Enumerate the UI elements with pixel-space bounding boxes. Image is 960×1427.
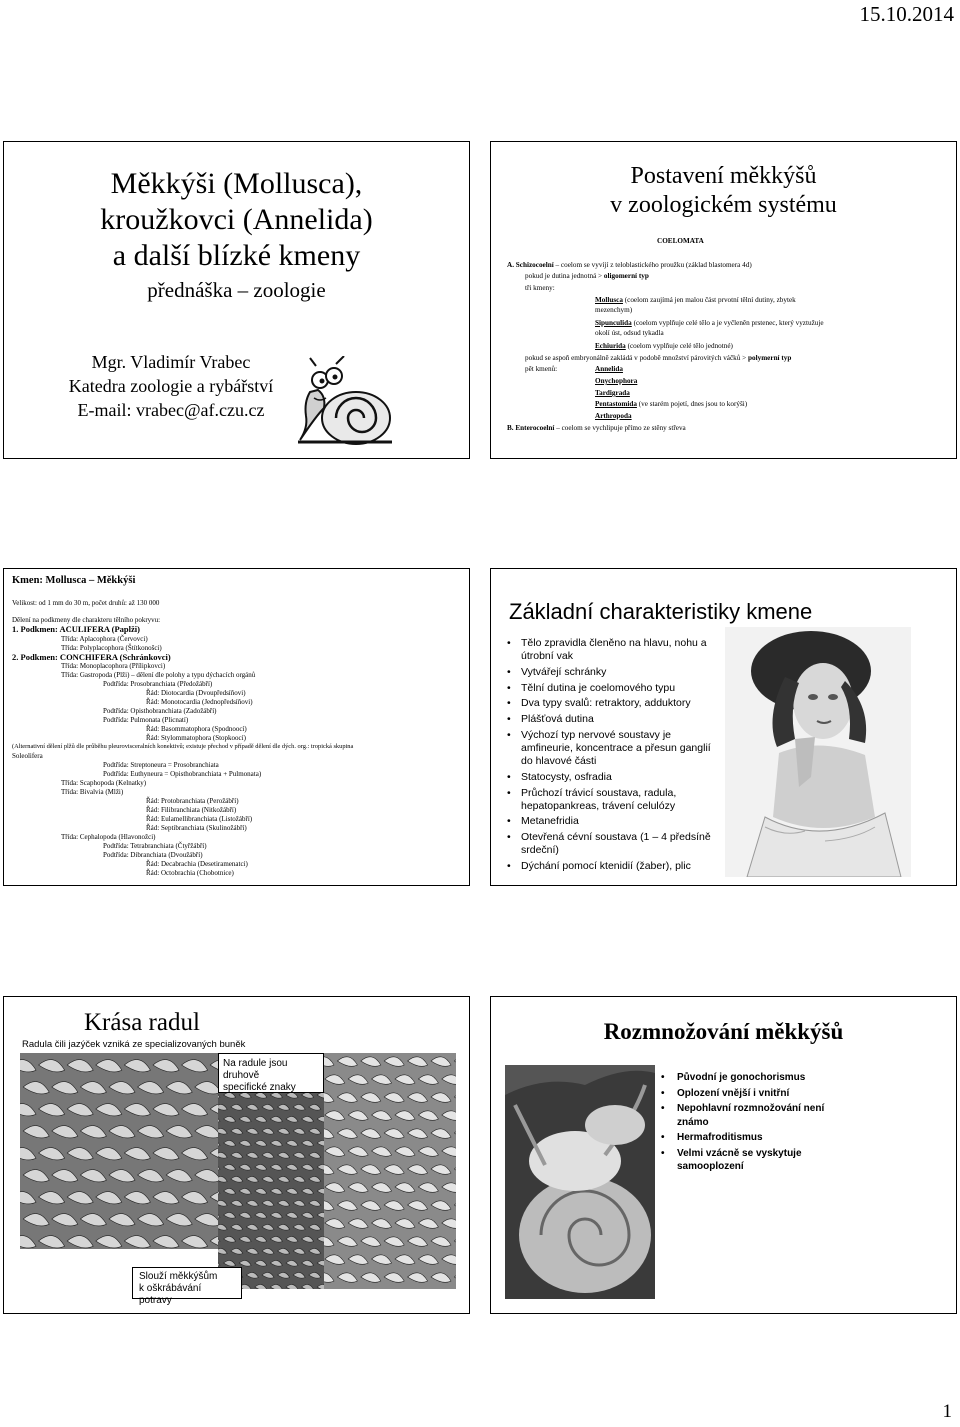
coelomata-heading: COELOMATA [657,237,704,245]
slide-title: Základní charakteristiky kmene [509,599,813,624]
size-line: Velikost: od 1 mm do 30 m, počet druhů: až 130 000 [12,599,160,607]
order-line: Řád: Eulamellibranchiata (Listožábří) [146,815,253,823]
label: Onychophora [595,377,638,385]
slide-radula [3,996,470,1314]
list-item: • Nepohlavní rozmnožování není známo [657,1102,857,1129]
label: Pentastomida [595,400,637,408]
sipunculida-line2: okolí úst, odsud tykadla [595,329,664,337]
tardigrada [595,388,630,398]
enterocoel-line [507,423,686,433]
text: (coelom zaujímá jen malou část prvotní tělní dutiny, zbytek [622,296,796,304]
list-item: • Tělní dutina je coelomového typu [505,682,715,695]
title-line: a další blízké kmeny [112,239,361,272]
label: Mollusca [595,296,623,304]
list-item: • Velmi vzácně se vyskytuje samooplození [657,1147,857,1174]
onychophora [595,376,637,386]
slide-systematics [490,141,957,459]
slide-title: Krása radul [84,1009,200,1036]
slide-title [3,141,470,459]
list-item: • Dýchání pomocí ktenidií (žaber), plic [505,860,715,873]
page-number: 1 [942,1401,952,1422]
polymer-line [525,353,791,363]
list-item: • Výchozí typ nervové soustavy je amfineurie, koncentrace a přesun ganglií do hlavové části [505,729,715,768]
pentastomida-line [595,399,747,409]
label: B. Enterocoelní [507,424,555,432]
subclass-line: Podtřída: Prosobranchiata (Předožábří) [103,680,213,688]
list-item: • Původní je gonochorismus [657,1071,857,1085]
author-email: E-mail: vrabec@af.czu.cz [77,400,265,420]
slide-title: Rozmnožování měkkýšů [603,1019,844,1044]
class-line: Třída: Gastropoda (Plži) – dělení dle polohy a typu dýchacích orgánů [61,671,256,679]
subclass-line: Podtřída: Dibranchiata (Dvoužábří) [103,851,203,859]
note-line: (Alternativní dělení plžů dle průběhu pleurovisceralních konektivů; existuje přechod v případě dělení dle dých. org.: tropická skupina [12,743,354,750]
subclass-line: Podtřída: Pulmonata (Plicnatí) [103,716,189,724]
text: pokud se aspoň embryonálně zakládá v podobě množství párovitých váčků > [525,354,749,362]
note-line: specifické znaky [223,1082,296,1093]
subphylum-heading: 1. Podkmen: ACULIFERA (Paplži) [12,624,140,634]
note-box [132,1267,242,1306]
label: polymerní typ [748,354,792,362]
order-line: Řád: Monotocardia (Jednopředsíňovi) [146,698,253,706]
order-line: Řád: Decabrachia (Desetiramenatci) [146,860,248,868]
arthropoda [595,411,632,421]
list-item: • Otevřená cévní soustava (1 – 4 předsíně srdeční) [505,831,715,857]
order-line: Řád: Basommatophora (Spodnoocí) [146,725,247,733]
author-name: Mgr. Vladimír Vrabec [91,352,251,372]
list-item: • Průchozí trávicí soustava, radula, hepatopankreas, trávení celulózy [505,787,715,813]
label: A. Schizocoelní [507,261,554,269]
echiurida-line [595,341,733,351]
text: – coelom se vychlipuje přímo ze stěny střeva [554,424,686,432]
slide-characteristics [490,568,957,886]
author-block [26,350,316,422]
title-line: Měkkýši (Mollusca), [110,167,363,200]
subphylum-heading: 2. Podkmen: CONCHIFERA (Schránkovci) [12,652,171,662]
oligomer-line [525,271,649,281]
label: Annelida [595,365,623,373]
list-item: • Metanefridia [505,815,715,828]
characteristics-list [505,637,715,876]
lecture-title [4,166,469,306]
list-item: • Oplození vnější i vnitřní [657,1087,857,1101]
class-line: Třída: Bivalvia (Mlži) [61,788,124,796]
text: (ve starém pojetí, dnes jsou to korýši) [636,400,748,408]
division-line: Dělení na podkmeny dle charakteru tělního pokryvu: [12,616,161,624]
order-line: Řád: Protobranchiata (Perožábří) [146,797,239,805]
subclass-line: Podtřída: Euthyneura = Opisthobranchiata + Pulmonata) [103,770,262,778]
label: Echiurida [595,342,626,350]
subclass-line: Podtřída: Streptoneura = Prosobranchiata [103,761,219,769]
label: Arthropoda [595,412,632,420]
radula-sem-photo-middle [218,1093,324,1289]
title-line: v zoologickém systému [610,192,837,218]
note-line: Slouží měkkýšům [139,1271,218,1282]
label: oligomerní typ [603,272,649,280]
date-header: 15.10.2014 [859,2,954,26]
subclass-line: Podtřída: Opisthobranchiata (Zadožábří) [103,707,217,715]
order-line: Řád: Diotocardia (Dvoupředsíňovi) [146,689,246,697]
vintage-portrait-photo [725,627,911,877]
text: pokud je dutina jednotná > [525,272,604,280]
slide-title: Kmen: Mollusca – Měkkýši [12,575,136,586]
class-line: Třída: Monoplacophora (Přílipkovci) [61,662,166,670]
label: Tardigrada [595,389,630,397]
label: Sipunculida [595,319,632,327]
order-line: Řád: Octobrachia (Chobotnice) [146,869,234,877]
class-line: Třída: Cephalopoda (Hlavonožci) [61,833,156,841]
text: (coelom vyplňuje celé tělo jednotné) [625,342,733,350]
note-line: Na radule jsou [223,1058,288,1069]
subclass-line: Podtřída: Tetrabranchiata (Čtyřžábří) [103,842,207,850]
radula-sem-photo-right [324,1053,456,1289]
tri-kmeny: tři kmeny: [525,284,555,292]
text: (coelom vyplňuje celé tělo a je vyčleněn prstenec, který vyztužuje [631,319,824,327]
sipunculida-line [595,318,824,328]
author-department: Katedra zoologie a rybářství [68,376,274,396]
list-item: • Vytvářejí schránky [505,666,715,679]
slide-subtitle: Radula čili jazýček vzniká ze specializovaných buněk [22,1039,246,1050]
note-line: druhově [223,1070,260,1081]
class-line: Třída: Aplacophora (Červovci) [61,635,148,643]
slide-mollusca-classification [3,568,470,886]
class-line: Třída: Polyplacophora (Štítkonošci) [61,644,162,652]
list-item: • Statocysty, osfradia [505,771,715,784]
mollusca-line [595,295,796,305]
class-line: Třída: Scaphopoda (Kelnatky) [61,779,147,787]
snails-mating-photo [505,1065,655,1299]
mollusca-line2: mezenchym) [595,306,633,314]
annelida [595,364,623,374]
schizocoel-line [507,260,752,270]
list-item: • Hermafroditismus [657,1131,857,1145]
reproduction-list [657,1071,857,1176]
order-line: Řád: Stylommatophora (Stopkoocí) [146,734,246,742]
list-item: • Tělo zpravidla členěno na hlavu, nohu a útrobní vak [505,637,715,663]
radula-sem-photo-left [20,1053,218,1249]
title-line: Postavení měkkýšů [630,163,817,189]
slide-title [491,162,956,220]
order-line: Řád: Filibranchiata (Nitkožábří) [146,806,237,814]
note-line: Soleolifera [12,752,43,760]
pet-kmenu: pět kmenů: [525,365,558,373]
note-box [218,1053,324,1093]
slide-reproduction [490,996,957,1314]
snail-cartoon-image [296,356,396,446]
list-item: • Plášťová dutina [505,713,715,726]
list-item: • Dva typy svalů: retraktory, adduktory [505,697,715,710]
note-line: k oškrábávání potravy [139,1283,202,1306]
order-line: Řád: Septibranchiata (Skulinožábří) [146,824,247,832]
lecture-subtitle: přednáška – zoologie [147,278,326,302]
text: – coelom se vyvíjí z teloblastického proužku (základ blastomera 4d) [553,261,752,269]
title-line: kroužkovci (Annelida) [100,203,373,236]
